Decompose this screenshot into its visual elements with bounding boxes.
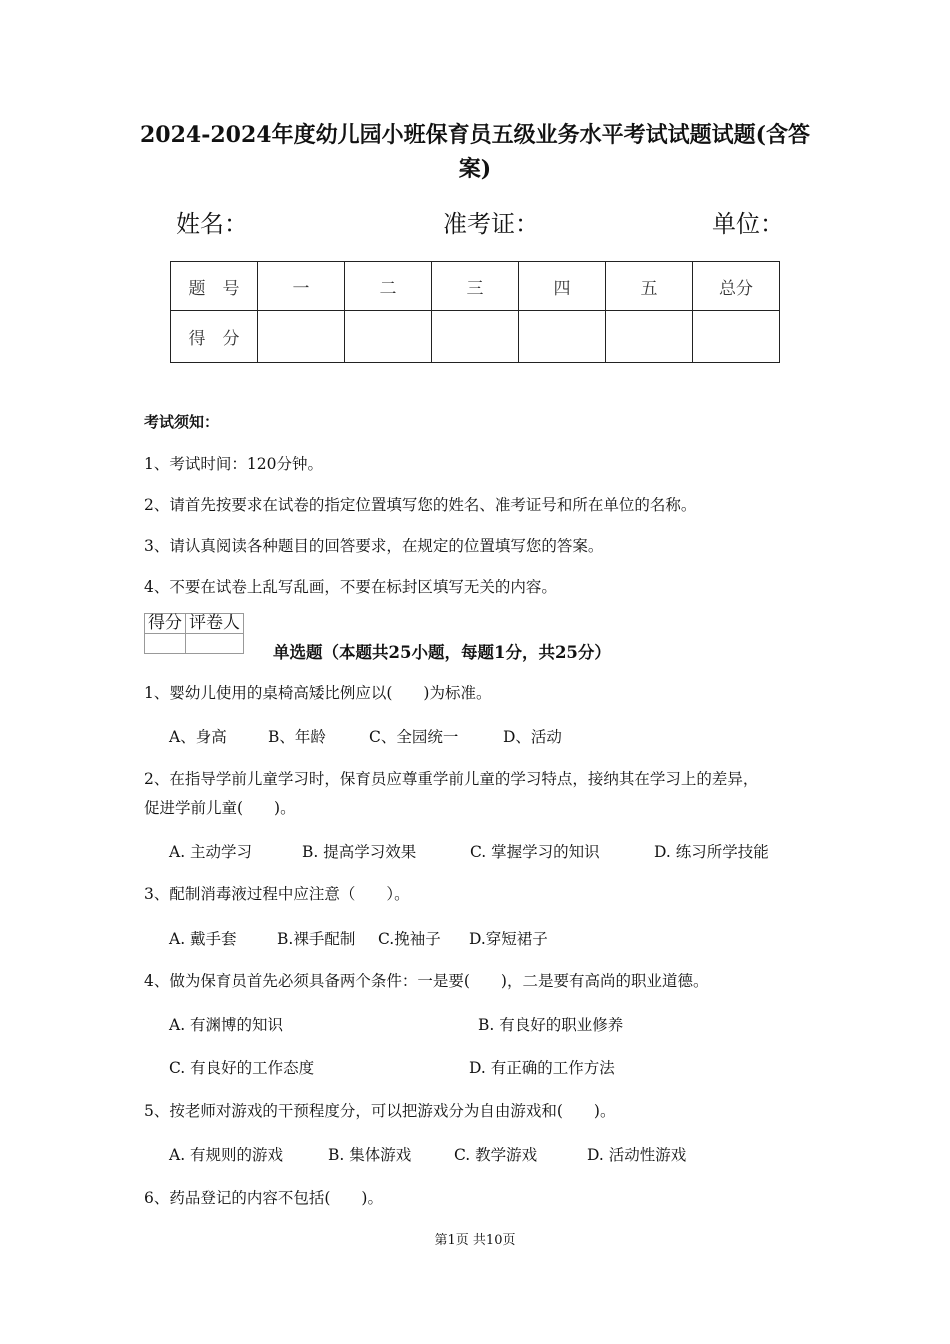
score-table-header-row	[171, 262, 780, 311]
notice-item-4: 4、不要在试卷上乱写乱画，不要在标封区填写无关的内容。	[144, 578, 557, 596]
notice-item-2: 2、请首先按要求在试卷的指定位置填写您的姓名、准考证号和所在单位的名称。	[144, 496, 697, 514]
grader-reviewer-input[interactable]	[186, 634, 244, 654]
q4-option-c[interactable]: C. 有良好的工作态度	[169, 1059, 315, 1077]
notice-item-3: 3、请认真阅读各种题目的回答要求，在规定的位置填写您的答案。	[144, 537, 604, 555]
q3-option-d[interactable]: D.穿短裙子	[469, 930, 548, 948]
question-2-stem-line2: 促进学前儿童( )。	[144, 799, 296, 817]
score-table	[170, 261, 780, 363]
score-input-3[interactable]	[432, 311, 519, 363]
question-2-stem-line1: 2、在指导学前儿童学习时，保育员应尊重学前儿童的学习特点，接纳其在学习上的差异，	[144, 770, 759, 788]
score-cell-3: 三	[432, 262, 519, 311]
question-1-stem: 1、婴幼儿使用的桌椅高矮比例应以( )为标准。	[144, 684, 492, 702]
q2-option-a[interactable]: A. 主动学习	[169, 843, 253, 861]
score-cell-label: 题 号	[171, 262, 258, 311]
grader-table	[144, 613, 244, 654]
q2-option-b[interactable]: B. 提高学习效果	[302, 843, 417, 861]
grader-score-label: 得分	[145, 614, 186, 634]
q5-option-d[interactable]: D. 活动性游戏	[587, 1146, 687, 1164]
q4-option-a[interactable]: A. 有渊博的知识	[169, 1016, 284, 1034]
q1-option-c[interactable]: C、全园统一	[369, 728, 459, 746]
score-cell-1: 一	[258, 262, 345, 311]
document-title-line1: 2024-2024年度幼儿园小班保育员五级业务水平考试试题试题(含答	[139, 122, 810, 148]
q2-option-d[interactable]: D. 练习所学技能	[654, 843, 769, 861]
q4-option-b[interactable]: B. 有良好的职业修养	[478, 1016, 624, 1034]
score-input-total[interactable]	[693, 311, 780, 363]
grader-score-input[interactable]	[145, 634, 186, 654]
score-table-score-row	[171, 311, 780, 363]
q4-option-d[interactable]: D. 有正确的工作方法	[469, 1059, 615, 1077]
grader-reviewer-label: 评卷人	[186, 614, 244, 634]
q3-option-b[interactable]: B.裸手配制	[277, 930, 356, 948]
question-3-stem: 3、配制消毒液过程中应注意（ ）。	[144, 885, 410, 903]
score-input-5[interactable]	[606, 311, 693, 363]
q1-option-d[interactable]: D、活动	[503, 728, 562, 746]
q5-option-a[interactable]: A. 有规则的游戏	[169, 1146, 284, 1164]
unit-label: 单位：	[712, 210, 784, 238]
score-cell-2: 二	[345, 262, 432, 311]
score-input-1[interactable]	[258, 311, 345, 363]
q1-option-b[interactable]: B、年龄	[268, 728, 326, 746]
document-title-line2: 案)	[458, 156, 492, 182]
score-cell-4: 四	[519, 262, 606, 311]
score-input-2[interactable]	[345, 311, 432, 363]
section-title: 单选题（本题共25小题，每题1分，共25分）	[273, 643, 611, 662]
page-footer: 第1页 共10页	[434, 1233, 516, 1248]
score-row-label: 得 分	[171, 311, 258, 363]
name-label: 姓名：	[176, 210, 248, 238]
q3-option-a[interactable]: A. 戴手套	[169, 930, 237, 948]
question-4-stem: 4、做为保育员首先必须具备两个条件：一是要( )，二是要有高尚的职业道德。	[144, 972, 709, 990]
notice-title: 考试须知：	[144, 413, 220, 431]
q5-option-b[interactable]: B. 集体游戏	[328, 1146, 412, 1164]
score-input-4[interactable]	[519, 311, 606, 363]
score-cell-total: 总分	[693, 262, 780, 311]
q5-option-c[interactable]: C. 教学游戏	[454, 1146, 538, 1164]
question-5-stem: 5、按老师对游戏的干预程度分，可以把游戏分为自由游戏和( )。	[144, 1102, 616, 1120]
q1-option-a[interactable]: A、身高	[169, 728, 227, 746]
q3-option-c[interactable]: C.挽袖子	[378, 930, 441, 948]
notice-item-1: 1、考试时间：120分钟。	[144, 455, 323, 473]
score-cell-5: 五	[606, 262, 693, 311]
question-6-stem: 6、药品登记的内容不包括( )。	[144, 1189, 383, 1207]
exam-number-label: 准考证：	[443, 210, 539, 238]
q2-option-c[interactable]: C. 掌握学习的知识	[470, 843, 600, 861]
